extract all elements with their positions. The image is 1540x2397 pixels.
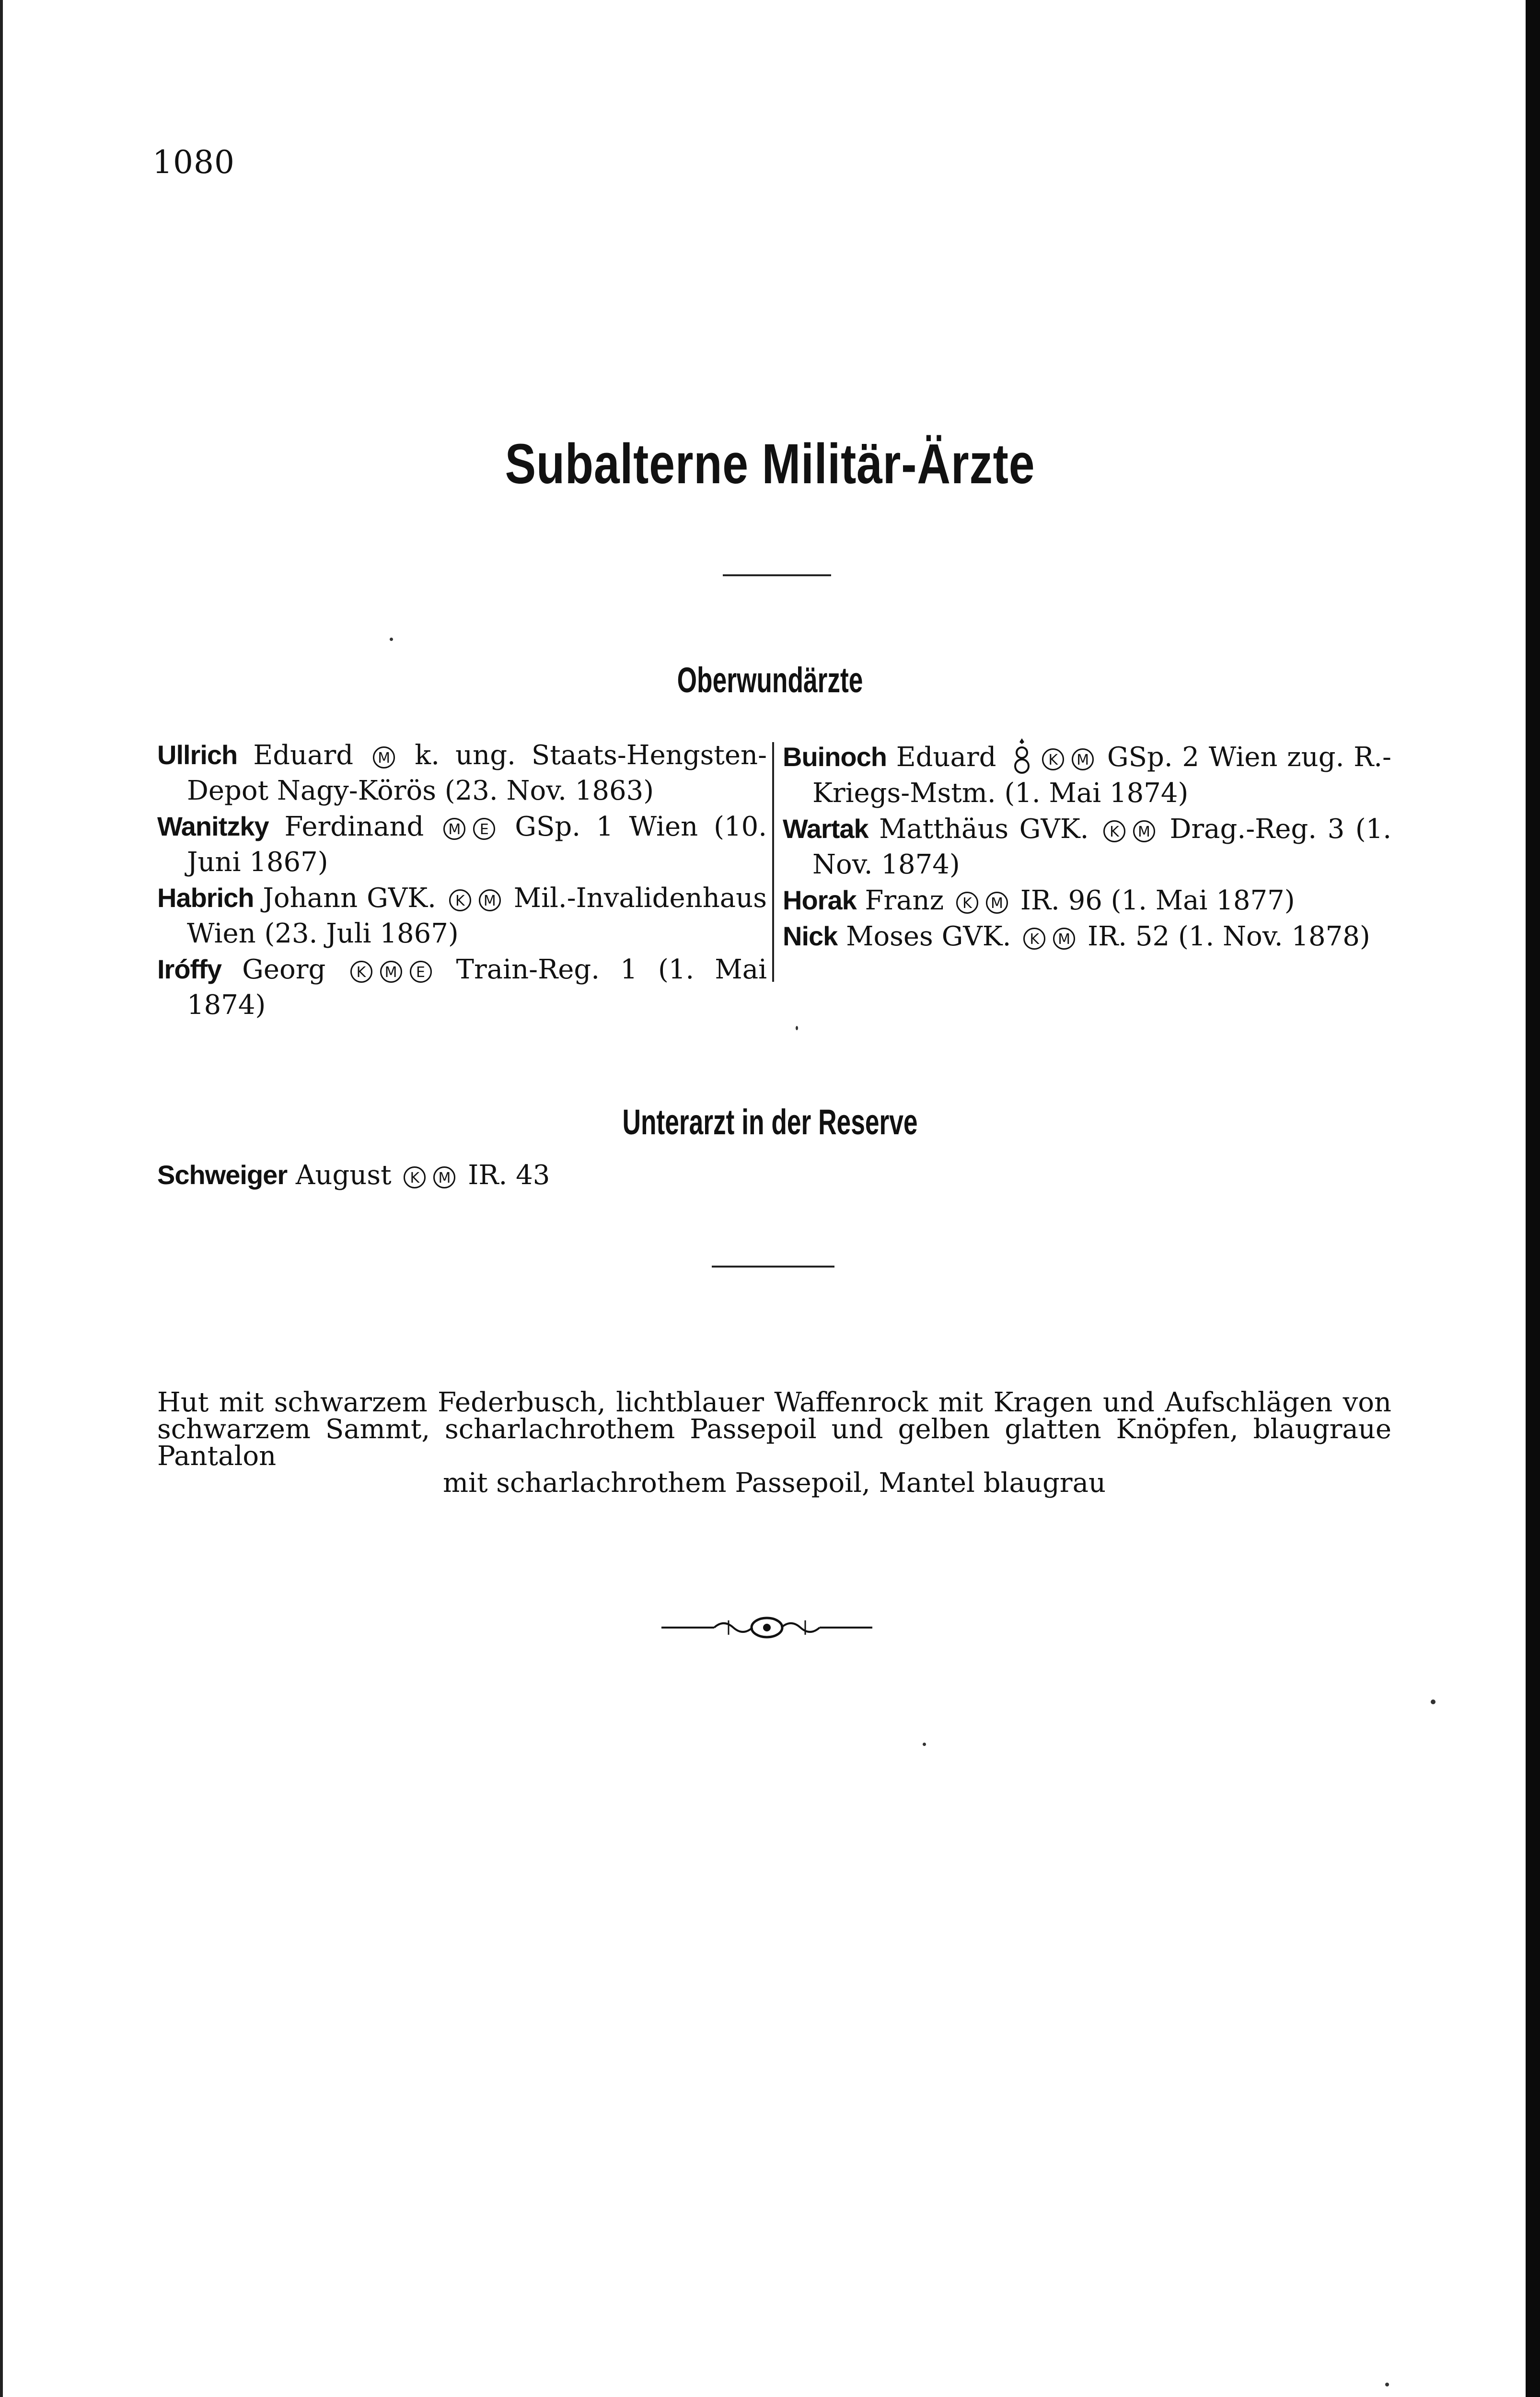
circled-k-icon: K bbox=[1042, 748, 1064, 770]
page-title: Subalterne Militär-Ärzte bbox=[505, 432, 1035, 496]
circled-k-icon: K bbox=[1023, 928, 1045, 950]
list-item bbox=[157, 952, 767, 1023]
uniform-description-line2: mit scharlachrothem Passepoil, Mantel blaugrau bbox=[442, 1467, 1106, 1499]
circled-k-icon: K bbox=[350, 961, 372, 983]
circled-m-icon: M bbox=[1072, 748, 1094, 770]
list-item bbox=[783, 883, 1391, 919]
entry-given-name: Moses GVK. bbox=[837, 921, 1011, 952]
reserve-entry bbox=[157, 1159, 550, 1191]
decorative-divider-ornament bbox=[661, 1611, 872, 1644]
oberwundaerzte-columns bbox=[157, 737, 1392, 1021]
entry-given-name: August bbox=[287, 1160, 392, 1191]
entry-name: Ullrich bbox=[157, 740, 238, 770]
scan-speck bbox=[1385, 2383, 1389, 2386]
entry-given-name: Franz bbox=[856, 885, 944, 916]
uniform-description-line1: Hut mit schwarzem Federbusch, lichtblauer Waffenrock mit Kragen und Aufschlägen von schwarzem Sammt, scharlachrothem Passepoil und gelben glatten Knöpfen, blaugraue Pantalon bbox=[157, 1387, 1391, 1472]
entry-name: Habrich bbox=[157, 883, 254, 913]
entry-details: Drag.-Reg. 3 (1. Nov. 1874) bbox=[812, 814, 1392, 880]
title-divider-rule bbox=[723, 574, 831, 576]
entry-name: Wartak bbox=[783, 814, 868, 844]
left-column bbox=[157, 737, 767, 1023]
entry-name: Wanitzky bbox=[157, 811, 269, 841]
circled-m-icon: M bbox=[1053, 928, 1075, 950]
entry-name: Buinoch bbox=[783, 742, 887, 772]
circled-k-icon: K bbox=[956, 892, 978, 914]
list-item bbox=[157, 809, 767, 880]
entry-details: Mil.-Invalidenhaus Wien (23. Juli 1867) bbox=[187, 883, 767, 949]
scan-speck bbox=[923, 1743, 926, 1746]
list-item bbox=[157, 737, 767, 809]
circled-m-icon: M bbox=[380, 961, 402, 983]
entry-given-name: Johann GVK. bbox=[254, 883, 436, 914]
entry-details: k. ung. Staats-Hengsten-Depot Nagy-Körös (23. Nov. 1863) bbox=[187, 740, 767, 806]
uniform-description bbox=[157, 1389, 1391, 1497]
entry-details: Train-Reg. 1 (1. Mai 1874) bbox=[187, 954, 767, 1021]
scan-speck bbox=[1431, 1699, 1436, 1704]
circled-m-icon: M bbox=[986, 892, 1008, 914]
circled-k-icon: K bbox=[404, 1166, 426, 1188]
entry-given-name: Ferdinand bbox=[268, 811, 424, 842]
circled-m-icon: M bbox=[433, 1166, 455, 1188]
entry-details: IR. 52 (1. Nov. 1878) bbox=[1079, 921, 1370, 952]
list-item bbox=[783, 737, 1391, 811]
circled-m-icon: M bbox=[479, 889, 501, 911]
entry-details: IR. 43 bbox=[459, 1160, 550, 1191]
entry-given-name: Eduard bbox=[237, 740, 354, 771]
section-heading-reserve: Unterarzt in der Reserve bbox=[622, 1102, 918, 1142]
entry-given-name: Eduard bbox=[886, 742, 996, 773]
entry-details: IR. 96 (1. Mai 1877) bbox=[1011, 885, 1295, 916]
list-item bbox=[783, 811, 1391, 883]
column-divider bbox=[772, 742, 774, 982]
entry-name: Horak bbox=[783, 885, 857, 915]
right-column bbox=[783, 737, 1391, 954]
entry-details: GSp. 2 Wien zug. R.-Kriegs-Mstm. (1. Mai 1874) bbox=[812, 742, 1391, 809]
entry-given-name: Georg bbox=[221, 954, 326, 985]
list-item bbox=[783, 919, 1391, 954]
entry-given-name: Matthäus GVK. bbox=[868, 814, 1089, 845]
circled-k-icon: K bbox=[449, 889, 471, 911]
circled-m-icon: M bbox=[1133, 820, 1155, 842]
scan-edge-right bbox=[1526, 0, 1540, 2397]
scan-speck bbox=[796, 1026, 798, 1030]
entry-name: Iróffy bbox=[157, 954, 221, 984]
circled-k-icon: K bbox=[1103, 820, 1125, 842]
page-number: 1080 bbox=[152, 144, 235, 181]
list-item bbox=[157, 880, 767, 952]
reserve-divider-rule bbox=[712, 1266, 834, 1268]
circled-m-icon: M bbox=[443, 818, 465, 840]
circled-e-icon: E bbox=[410, 961, 432, 983]
scan-speck bbox=[390, 638, 393, 641]
scan-edge-left bbox=[0, 0, 3, 2397]
entry-name: Schweiger bbox=[157, 1160, 288, 1190]
circled-m-icon: M bbox=[373, 746, 395, 768]
section-heading-oberwundaerzte: Oberwundärzte bbox=[677, 660, 863, 700]
order-decoration-icon bbox=[1012, 737, 1031, 776]
entry-details: GSp. 1 Wien (10. Juni 1867) bbox=[187, 811, 767, 878]
entry-name: Nick bbox=[783, 921, 838, 951]
circled-e-icon: E bbox=[473, 818, 495, 840]
